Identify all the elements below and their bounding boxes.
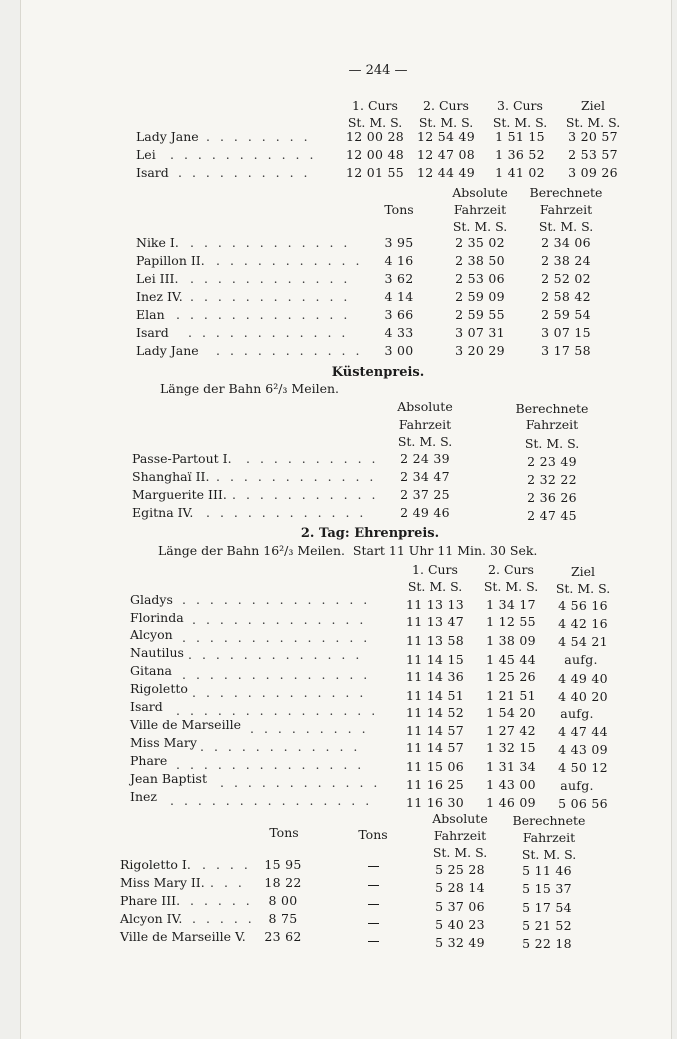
- column-header: 2. Curs: [423, 98, 469, 113]
- time-cell: 4 40 20: [558, 689, 608, 704]
- time-cell: 1 31 34: [486, 759, 536, 774]
- boat-name: Rigoletto: [130, 681, 188, 696]
- leader-dots: . . . . . . . . . . . . . .: [176, 757, 365, 772]
- time-cell: 3 07 15: [541, 325, 591, 340]
- time-cell: 4 42 16: [558, 616, 608, 631]
- leader-dots: . . . . . . . . . . . . . .: [182, 630, 371, 645]
- no-value-dash: [368, 904, 379, 905]
- time-cell: 11 14 57: [405, 740, 465, 755]
- time-cell: 5 06 56: [558, 796, 608, 811]
- column-subheader: St. M. S.: [521, 847, 577, 862]
- time-cell: 2 49 46: [400, 505, 450, 520]
- boat-name: Phare: [130, 753, 168, 768]
- boat-name: Nautilus: [130, 645, 184, 660]
- column-header: 1. Curs: [352, 98, 398, 113]
- time-cell: 2 38 50: [455, 253, 505, 268]
- time-cell: 5 32 49: [435, 935, 485, 950]
- column-header: Berechnete: [529, 185, 603, 200]
- time-cell: 2 59 09: [455, 289, 505, 304]
- leader-dots: . . . . . . . . . . . . . . .: [176, 703, 379, 718]
- time-cell: 1 25 26: [486, 669, 536, 684]
- time-cell: 4 54 21: [558, 634, 608, 649]
- boat-name: Elan: [136, 307, 165, 322]
- column-header: 2. Curs: [488, 562, 534, 577]
- boat-name: Marguerite III.: [132, 487, 227, 502]
- time-cell: 1 45 44: [486, 652, 536, 667]
- leader-dots: . . . . . . . . . . . .: [216, 469, 377, 484]
- leader-dots: . . . . . . . . . . .: [216, 343, 363, 358]
- column-header: Fahrzeit: [453, 202, 507, 217]
- time-cell: aufg.: [560, 778, 594, 793]
- time-cell: 2 32 22: [527, 472, 577, 487]
- time-cell: 12 54 49: [416, 129, 476, 144]
- time-cell: 5 25 28: [435, 862, 485, 877]
- column-subheader: St. M. S.: [407, 579, 463, 594]
- time-cell: 5 17 54: [522, 900, 572, 915]
- time-cell: 4 50 12: [558, 760, 608, 775]
- time-cell: 1 51 15: [495, 129, 545, 144]
- leader-dots: . . . . . . . . . . . . . .: [182, 667, 371, 682]
- time-cell: 2 53 57: [568, 147, 618, 162]
- column-header: Berechnete: [512, 813, 586, 828]
- time-cell: 4 43 09: [558, 742, 608, 757]
- time-cell: 2 36 26: [527, 490, 577, 505]
- boat-name: Jean Baptist: [130, 771, 207, 786]
- boat-name: Phare III.: [120, 893, 181, 908]
- time-cell: 11 13 58: [405, 633, 465, 648]
- boat-name: Miss Mary II.: [120, 875, 205, 890]
- time-cell: 4 47 44: [558, 724, 608, 739]
- time-cell: 3 20 57: [568, 129, 618, 144]
- column-subheader: St. M. S.: [347, 115, 403, 130]
- tons-cell: 3 62: [384, 271, 414, 286]
- column-subheader: St. M. S.: [565, 115, 621, 130]
- column-subheader: St. M. S.: [483, 579, 539, 594]
- tons-cell: 3 00: [384, 343, 414, 358]
- tons-cell: 3 66: [384, 307, 414, 322]
- column-header: Tons: [358, 827, 388, 842]
- time-cell: 5 37 06: [435, 899, 485, 914]
- time-cell: 11 13 47: [405, 614, 465, 629]
- tons-cell: 18 22: [264, 875, 302, 890]
- boat-name: Inez: [130, 789, 157, 804]
- leader-dots: . . . . .: [190, 893, 253, 908]
- boat-name: Ville de Marseille V.: [120, 929, 246, 944]
- boat-name: Ville de Marseille: [130, 717, 241, 732]
- time-cell: 11 15 06: [405, 759, 465, 774]
- tons-cell: 3 95: [384, 235, 414, 250]
- time-cell: 4 49 40: [558, 671, 608, 686]
- column-header: Fahrzeit: [398, 417, 452, 432]
- boat-name: Shanghaï II.: [132, 469, 210, 484]
- column-header: Berechnete: [515, 401, 589, 416]
- time-cell: 1 38 09: [486, 633, 536, 648]
- boat-name: Lady Jane: [136, 129, 199, 144]
- course-length: Länge der Bahn 6²/₃ Meilen.: [160, 381, 340, 396]
- boat-name: Lei III.: [136, 271, 179, 286]
- leader-dots: . . . . . . . . . . .: [232, 487, 379, 502]
- time-cell: 12 44 49: [416, 165, 476, 180]
- time-cell: 2 34 06: [541, 235, 591, 250]
- column-subheader: St. M. S.: [452, 219, 508, 234]
- time-cell: 5 22 18: [522, 936, 572, 951]
- leader-dots: . . . . . . . . . .: [178, 165, 311, 180]
- column-subheader: St. M. S.: [524, 436, 580, 451]
- course-length: Länge der Bahn 16²/₃ Meilen. Start 11 Uhr 11 Min. 30 Sek.: [158, 543, 538, 558]
- time-cell: 12 01 55: [345, 165, 405, 180]
- time-cell: 2 37 25: [400, 487, 450, 502]
- boat-name: Lady Jane: [136, 343, 199, 358]
- time-cell: 2 24 39: [400, 451, 450, 466]
- time-cell: 5 40 23: [435, 917, 485, 932]
- time-cell: 2 59 54: [541, 307, 591, 322]
- section-title: 2. Tag: Ehrenpreis.: [300, 526, 440, 541]
- time-cell: 1 43 00: [486, 777, 536, 792]
- time-cell: 2 35 02: [455, 235, 505, 250]
- boat-name: Florinda: [130, 610, 184, 625]
- tons-cell: 8 75: [268, 911, 298, 926]
- column-subheader: St. M. S.: [432, 845, 488, 860]
- column-subheader: St. M. S.: [492, 115, 548, 130]
- time-cell: 2 23 49: [527, 454, 577, 469]
- book-page: [20, 0, 672, 1039]
- time-cell: 1 21 51: [486, 688, 536, 703]
- column-header: Absolute: [432, 811, 488, 826]
- boat-name: Gladys: [130, 592, 173, 607]
- time-cell: 5 28 14: [435, 880, 485, 895]
- time-cell: 11 13 13: [405, 597, 465, 612]
- leader-dots: . . . . . . . . . . . . . .: [182, 592, 371, 607]
- leader-dots: . . . . . . . . . . . .: [190, 289, 351, 304]
- column-header: 1. Curs: [412, 562, 458, 577]
- time-cell: 11 16 30: [405, 795, 465, 810]
- column-header: Tons: [269, 825, 299, 840]
- leader-dots: . . .: [210, 875, 245, 890]
- column-header: Fahrzeit: [539, 202, 593, 217]
- boat-name: Isard: [136, 325, 169, 340]
- boat-name: Miss Mary: [130, 735, 197, 750]
- time-cell: 5 21 52: [522, 918, 572, 933]
- time-cell: 2 59 55: [455, 307, 505, 322]
- leader-dots: . . . . . . . . .: [250, 721, 369, 736]
- leader-dots: . . . . . . . . . . . .: [220, 775, 381, 790]
- boat-name: Lei: [136, 147, 156, 162]
- column-header: Fahrzeit: [433, 828, 487, 843]
- column-header: Tons: [384, 202, 414, 217]
- column-header: Ziel: [570, 564, 596, 579]
- leader-dots: . . . . . . . . . .: [246, 451, 379, 466]
- leader-dots: . . . .: [202, 857, 251, 872]
- time-cell: 2 47 45: [527, 508, 577, 523]
- column-header: Fahrzeit: [522, 830, 576, 845]
- column-subheader: St. M. S.: [538, 219, 594, 234]
- no-value-dash: [368, 866, 379, 867]
- time-cell: 2 53 06: [455, 271, 505, 286]
- column-subheader: St. M. S.: [397, 434, 453, 449]
- time-cell: 2 52 02: [541, 271, 591, 286]
- leader-dots: . . . . . . . . . . . . .: [192, 612, 367, 627]
- time-cell: 1 41 02: [495, 165, 545, 180]
- boat-name: Nike I.: [136, 235, 179, 250]
- tons-cell: 15 95: [264, 857, 302, 872]
- time-cell: 11 16 25: [405, 777, 465, 792]
- time-cell: 1 36 52: [495, 147, 545, 162]
- leader-dots: . . . . . . . .: [206, 129, 311, 144]
- leader-dots: . . . . . . . . . . . .: [190, 235, 351, 250]
- leader-dots: . . . . .: [192, 911, 255, 926]
- boat-name: Egitna IV.: [132, 505, 194, 520]
- leader-dots: . . . . . . . . . . .: [170, 147, 317, 162]
- boat-name: Isard: [130, 699, 163, 714]
- column-header: 3. Curs: [497, 98, 543, 113]
- column-subheader: St. M. S.: [555, 581, 611, 596]
- no-value-dash: [368, 923, 379, 924]
- leader-dots: . . . . . . . . . . . .: [188, 325, 349, 340]
- tons-cell: 4 14: [384, 289, 414, 304]
- time-cell: 2 34 47: [400, 469, 450, 484]
- boat-name: Alcyon: [130, 627, 173, 642]
- time-cell: 1 12 55: [486, 614, 536, 629]
- column-header: Absolute: [397, 399, 453, 414]
- time-cell: 12 00 28: [345, 129, 405, 144]
- time-cell: 1 54 20: [486, 705, 536, 720]
- time-cell: 12 47 08: [416, 147, 476, 162]
- no-value-dash: [368, 941, 379, 942]
- section-title: Küstenpreis.: [331, 365, 425, 380]
- column-header: Ziel: [580, 98, 606, 113]
- column-header: Absolute: [452, 185, 508, 200]
- leader-dots: . . . . . . . . . . . .: [190, 271, 351, 286]
- tons-cell: 4 33: [384, 325, 414, 340]
- boat-name: Passe-Partout I.: [132, 451, 232, 466]
- time-cell: 11 14 51: [405, 688, 465, 703]
- time-cell: 5 15 37: [522, 881, 572, 896]
- time-cell: 3 17 58: [541, 343, 591, 358]
- leader-dots: . . . . . . . . . . . . . . .: [170, 793, 373, 808]
- time-cell: 12 00 48: [345, 147, 405, 162]
- tons-cell: 4 16: [384, 253, 414, 268]
- time-cell: 1 27 42: [486, 723, 536, 738]
- leader-dots: . . . . . . . . . . . . .: [176, 307, 351, 322]
- time-cell: 1 34 17: [486, 597, 536, 612]
- time-cell: 3 20 29: [455, 343, 505, 358]
- boat-name: Papillon II.: [136, 253, 205, 268]
- leader-dots: . . . . . . . . . . . .: [206, 505, 367, 520]
- tons-cell: 8 00: [268, 893, 298, 908]
- time-cell: 2 38 24: [541, 253, 591, 268]
- column-subheader: St. M. S.: [418, 115, 474, 130]
- time-cell: 4 56 16: [558, 598, 608, 613]
- time-cell: 1 32 15: [486, 740, 536, 755]
- boat-name: Alcyon IV.: [120, 911, 183, 926]
- no-value-dash: [368, 885, 379, 886]
- leader-dots: . . . . . . . . . . . . .: [192, 685, 367, 700]
- time-cell: aufg.: [564, 652, 598, 667]
- time-cell: 2 58 42: [541, 289, 591, 304]
- time-cell: 5 11 46: [522, 863, 572, 878]
- tons-cell: 23 62: [264, 929, 302, 944]
- time-cell: 11 14 36: [405, 669, 465, 684]
- time-cell: 3 09 26: [568, 165, 618, 180]
- time-cell: 3 07 31: [455, 325, 505, 340]
- boat-name: Gitana: [130, 663, 172, 678]
- column-header: Fahrzeit: [525, 417, 579, 432]
- boat-name: Rigoletto I.: [120, 857, 191, 872]
- leader-dots: . . . . . . . . . . . .: [200, 739, 361, 754]
- time-cell: aufg.: [560, 706, 594, 721]
- leader-dots: . . . . . . . . . . . . .: [188, 647, 363, 662]
- time-cell: 11 14 57: [405, 723, 465, 738]
- time-cell: 11 14 15: [405, 652, 465, 667]
- boat-name: Inez IV.: [136, 289, 183, 304]
- page-number: — 244 —: [348, 63, 408, 78]
- time-cell: 1 46 09: [486, 795, 536, 810]
- boat-name: Isard: [136, 165, 169, 180]
- time-cell: 11 14 52: [405, 705, 465, 720]
- leader-dots: . . . . . . . . . . .: [216, 253, 363, 268]
